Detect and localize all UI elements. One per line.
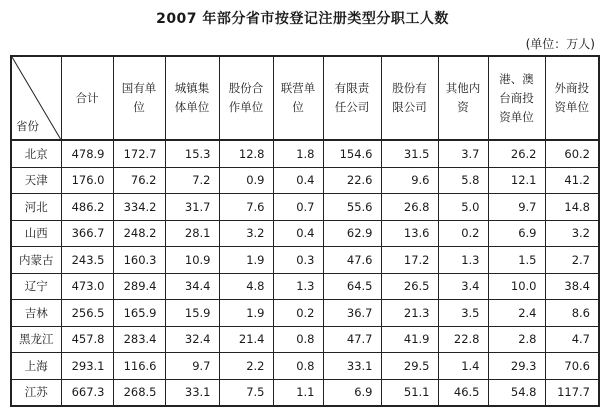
value-cell: 293.1: [61, 353, 113, 380]
value-cell: 0.2: [273, 300, 323, 327]
value-cell: 32.4: [165, 326, 219, 353]
value-cell: 29.5: [381, 353, 438, 380]
column-header: 国有单位: [113, 56, 165, 140]
value-cell: 154.6: [323, 140, 381, 167]
value-cell: 10.0: [488, 273, 545, 300]
province-cell: 吉林: [11, 300, 61, 327]
value-cell: 0.3: [273, 247, 323, 274]
province-cell: 天津: [11, 167, 61, 194]
value-cell: 1.3: [438, 247, 488, 274]
value-cell: 22.8: [438, 326, 488, 353]
table-row: [11, 273, 599, 300]
value-cell: 473.0: [61, 273, 113, 300]
province-cell: 河北: [11, 194, 61, 221]
value-cell: 51.1: [381, 379, 438, 406]
value-cell: 1.8: [273, 140, 323, 167]
value-cell: 172.7: [113, 140, 165, 167]
value-cell: 10.9: [165, 247, 219, 274]
value-cell: 289.4: [113, 273, 165, 300]
value-cell: 55.6: [323, 194, 381, 221]
value-cell: 366.7: [61, 220, 113, 247]
value-cell: 1.5: [488, 247, 545, 274]
value-cell: 31.5: [381, 140, 438, 167]
value-cell: 176.0: [61, 167, 113, 194]
value-cell: 0.4: [273, 220, 323, 247]
value-cell: 9.7: [488, 194, 545, 221]
value-cell: 1.1: [273, 379, 323, 406]
value-cell: 3.2: [219, 220, 273, 247]
value-cell: 4.7: [545, 326, 599, 353]
value-cell: 31.7: [165, 194, 219, 221]
value-cell: 29.3: [488, 353, 545, 380]
value-cell: 2.7: [545, 247, 599, 274]
value-cell: 8.6: [545, 300, 599, 327]
value-cell: 47.7: [323, 326, 381, 353]
table-row: [11, 300, 599, 327]
value-cell: 46.5: [438, 379, 488, 406]
column-header: 股份合作单位: [219, 56, 273, 140]
value-cell: 1.4: [438, 353, 488, 380]
value-cell: 6.9: [323, 379, 381, 406]
value-cell: 0.8: [273, 353, 323, 380]
value-cell: 0.9: [219, 167, 273, 194]
value-cell: 76.2: [113, 167, 165, 194]
value-cell: 3.2: [545, 220, 599, 247]
employment-table: [10, 55, 600, 407]
value-cell: 33.1: [323, 353, 381, 380]
table-row: [11, 167, 599, 194]
value-cell: 478.9: [61, 140, 113, 167]
value-cell: 248.2: [113, 220, 165, 247]
value-cell: 2.4: [488, 300, 545, 327]
value-cell: 3.5: [438, 300, 488, 327]
value-cell: 486.2: [61, 194, 113, 221]
value-cell: 6.9: [488, 220, 545, 247]
value-cell: 21.3: [381, 300, 438, 327]
value-cell: 7.6: [219, 194, 273, 221]
table-title: 2007 年部分省市按登记注册类型分职工人数: [156, 11, 449, 27]
value-cell: 17.2: [381, 247, 438, 274]
value-cell: 2.2: [219, 353, 273, 380]
table-row: [11, 353, 599, 380]
value-cell: 9.7: [165, 353, 219, 380]
column-header: 外商投资单位: [545, 56, 599, 140]
value-cell: 41.9: [381, 326, 438, 353]
value-cell: 15.3: [165, 140, 219, 167]
province-cell: 上海: [11, 353, 61, 380]
value-cell: 60.2: [545, 140, 599, 167]
table-row: [11, 194, 599, 221]
table-row: [11, 326, 599, 353]
column-header: 港、澳台商投资单位: [488, 56, 545, 140]
value-cell: 1.9: [219, 247, 273, 274]
value-cell: 26.2: [488, 140, 545, 167]
unit-note: (单位：万人): [525, 37, 595, 51]
value-cell: 457.8: [61, 326, 113, 353]
value-cell: 13.6: [381, 220, 438, 247]
value-cell: 334.2: [113, 194, 165, 221]
value-cell: 667.3: [61, 379, 113, 406]
column-header: 联营单位: [273, 56, 323, 140]
value-cell: 116.6: [113, 353, 165, 380]
value-cell: 256.5: [61, 300, 113, 327]
value-cell: 62.9: [323, 220, 381, 247]
value-cell: 21.4: [219, 326, 273, 353]
province-cell: 北京: [11, 140, 61, 167]
province-cell: 江苏: [11, 379, 61, 406]
value-cell: 5.0: [438, 194, 488, 221]
value-cell: 14.8: [545, 194, 599, 221]
corner-header: [11, 56, 61, 140]
column-header: 有限责任公司: [323, 56, 381, 140]
value-cell: 5.8: [438, 167, 488, 194]
corner-label: 省份: [16, 119, 39, 133]
value-cell: 7.5: [219, 379, 273, 406]
value-cell: 26.8: [381, 194, 438, 221]
value-cell: 3.4: [438, 273, 488, 300]
column-header: 合计: [61, 56, 113, 140]
value-cell: 0.2: [438, 220, 488, 247]
value-cell: 7.2: [165, 167, 219, 194]
value-cell: 33.1: [165, 379, 219, 406]
province-cell: 内蒙古: [11, 247, 61, 274]
value-cell: 12.1: [488, 167, 545, 194]
header-row: [11, 56, 599, 140]
value-cell: 22.6: [323, 167, 381, 194]
province-cell: 山西: [11, 220, 61, 247]
value-cell: 12.8: [219, 140, 273, 167]
value-cell: 15.9: [165, 300, 219, 327]
value-cell: 3.7: [438, 140, 488, 167]
table-row: [11, 220, 599, 247]
column-header: 股份有限公司: [381, 56, 438, 140]
value-cell: 0.8: [273, 326, 323, 353]
value-cell: 38.4: [545, 273, 599, 300]
value-cell: 9.6: [381, 167, 438, 194]
value-cell: 243.5: [61, 247, 113, 274]
table-row: [11, 140, 599, 167]
value-cell: 1.9: [219, 300, 273, 327]
value-cell: 64.5: [323, 273, 381, 300]
value-cell: 34.4: [165, 273, 219, 300]
table-row: [11, 247, 599, 274]
column-header: 其他内资: [438, 56, 488, 140]
value-cell: 70.6: [545, 353, 599, 380]
value-cell: 4.8: [219, 273, 273, 300]
value-cell: 47.6: [323, 247, 381, 274]
value-cell: 26.5: [381, 273, 438, 300]
column-header: 城镇集体单位: [165, 56, 219, 140]
value-cell: 117.7: [545, 379, 599, 406]
value-cell: 41.2: [545, 167, 599, 194]
value-cell: 28.1: [165, 220, 219, 247]
province-cell: 辽宁: [11, 273, 61, 300]
value-cell: 165.9: [113, 300, 165, 327]
province-cell: 黑龙江: [11, 326, 61, 353]
value-cell: 160.3: [113, 247, 165, 274]
value-cell: 1.3: [273, 273, 323, 300]
value-cell: 36.7: [323, 300, 381, 327]
value-cell: 283.4: [113, 326, 165, 353]
value-cell: 0.4: [273, 167, 323, 194]
value-cell: 2.8: [488, 326, 545, 353]
value-cell: 268.5: [113, 379, 165, 406]
value-cell: 0.7: [273, 194, 323, 221]
value-cell: 54.8: [488, 379, 545, 406]
